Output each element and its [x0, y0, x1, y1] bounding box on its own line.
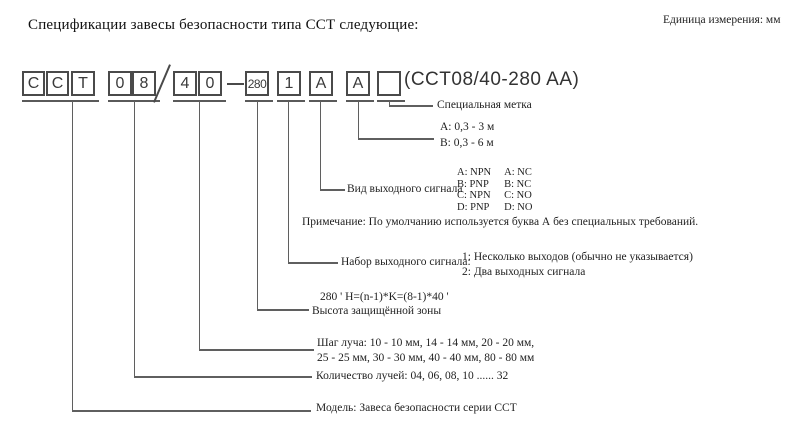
- code-box-8: 8: [132, 71, 156, 96]
- callout-line-model-v: [72, 101, 74, 411]
- option-item: 1: Несколько выходов (обычно не указывается): [462, 251, 693, 263]
- code-box-a1: A: [309, 71, 333, 96]
- callout-line-pitch-h: [199, 349, 314, 351]
- table-cell: D: NO: [504, 201, 533, 213]
- output-set-options: [462, 250, 693, 279]
- label-beam-pitch: [317, 336, 534, 366]
- code-box-t: T: [71, 71, 95, 96]
- callout-line-range-v: [358, 101, 360, 139]
- code-box-special-empty: [377, 71, 401, 96]
- callout-line-outputset-v: [288, 101, 290, 263]
- dash-separator: [227, 83, 244, 85]
- label-output-type: Вид выходного сигнала: [347, 183, 463, 195]
- table-cell: D: PNP: [457, 201, 490, 213]
- code-box-0b: 0: [198, 71, 222, 96]
- label-model: Модель: Завеса безопасности серии ССТ: [316, 402, 517, 414]
- callout-line-pitch-v: [199, 101, 201, 350]
- page-title: Спецификации завесы безопасности типа ССТ следующие:: [28, 17, 419, 33]
- label-range-a: A: 0,3 - 3 м: [440, 121, 495, 133]
- code-box-c1: C: [22, 71, 45, 96]
- table-cell: B: NC: [504, 178, 532, 190]
- code-box-c2: C: [46, 71, 69, 96]
- table-cell: C: NPN: [457, 190, 491, 201]
- callout-line-beamcount-v: [134, 101, 136, 377]
- callout-line-model-h: [72, 410, 311, 412]
- output-type-table: [457, 167, 532, 213]
- code-box-0a: 0: [108, 71, 132, 96]
- label-beam-count: Количество лучей: 04, 06, 08, 10 ...... 32: [316, 370, 509, 382]
- label-range-b: B: 0,3 - 6 м: [440, 137, 494, 149]
- output-type-col1: [457, 167, 491, 213]
- code-box-a2: A: [346, 71, 370, 96]
- beam-pitch-line2: 25 - 25 мм, 30 - 30 мм, 40 - 40 мм, 80 - 80 мм: [317, 352, 535, 364]
- table-cell: C: NO: [504, 190, 532, 201]
- callout-line-height-h: [257, 309, 309, 311]
- callout-line-height-v: [257, 101, 259, 310]
- unit-of-measure-note: Единица измерения: мм: [663, 14, 781, 26]
- callout-line-outputtype-v: [320, 101, 322, 190]
- callout-line-outputtype-h: [320, 189, 345, 191]
- label-note: Примечание: По умолчанию используется буква А без специальных требований.: [302, 216, 699, 228]
- code-box-4: 4: [173, 71, 197, 96]
- code-box-1: 1: [277, 71, 301, 96]
- table-cell: B: PNP: [457, 178, 489, 190]
- callout-line-outputset-h: [288, 262, 338, 264]
- option-item: 2: Два выходных сигнала: [462, 265, 586, 278]
- table-cell: A: NPN: [457, 167, 492, 178]
- table-cell: A: NC: [504, 167, 532, 178]
- label-output-set: Набор выходного сигнала:: [341, 256, 471, 268]
- example-code-text: (CCT08/40-280 AA): [404, 69, 580, 90]
- callout-line-range-h: [358, 138, 434, 140]
- output-type-col2: [504, 167, 532, 213]
- callout-line-specialmark-h: [389, 105, 433, 107]
- beam-pitch-line1: Шаг луча: 10 - 10 мм, 14 - 14 мм, 20 - 20 мм,: [317, 337, 535, 349]
- label-protected-height: Высота защищённой зоны: [312, 305, 442, 317]
- label-height-formula: 280 ' H=(n-1)*K=(8-1)*40 ': [320, 291, 449, 303]
- code-box-280: 280: [245, 71, 269, 96]
- label-special-mark: Специальная метка: [437, 99, 532, 111]
- callout-line-beamcount-h: [134, 376, 312, 378]
